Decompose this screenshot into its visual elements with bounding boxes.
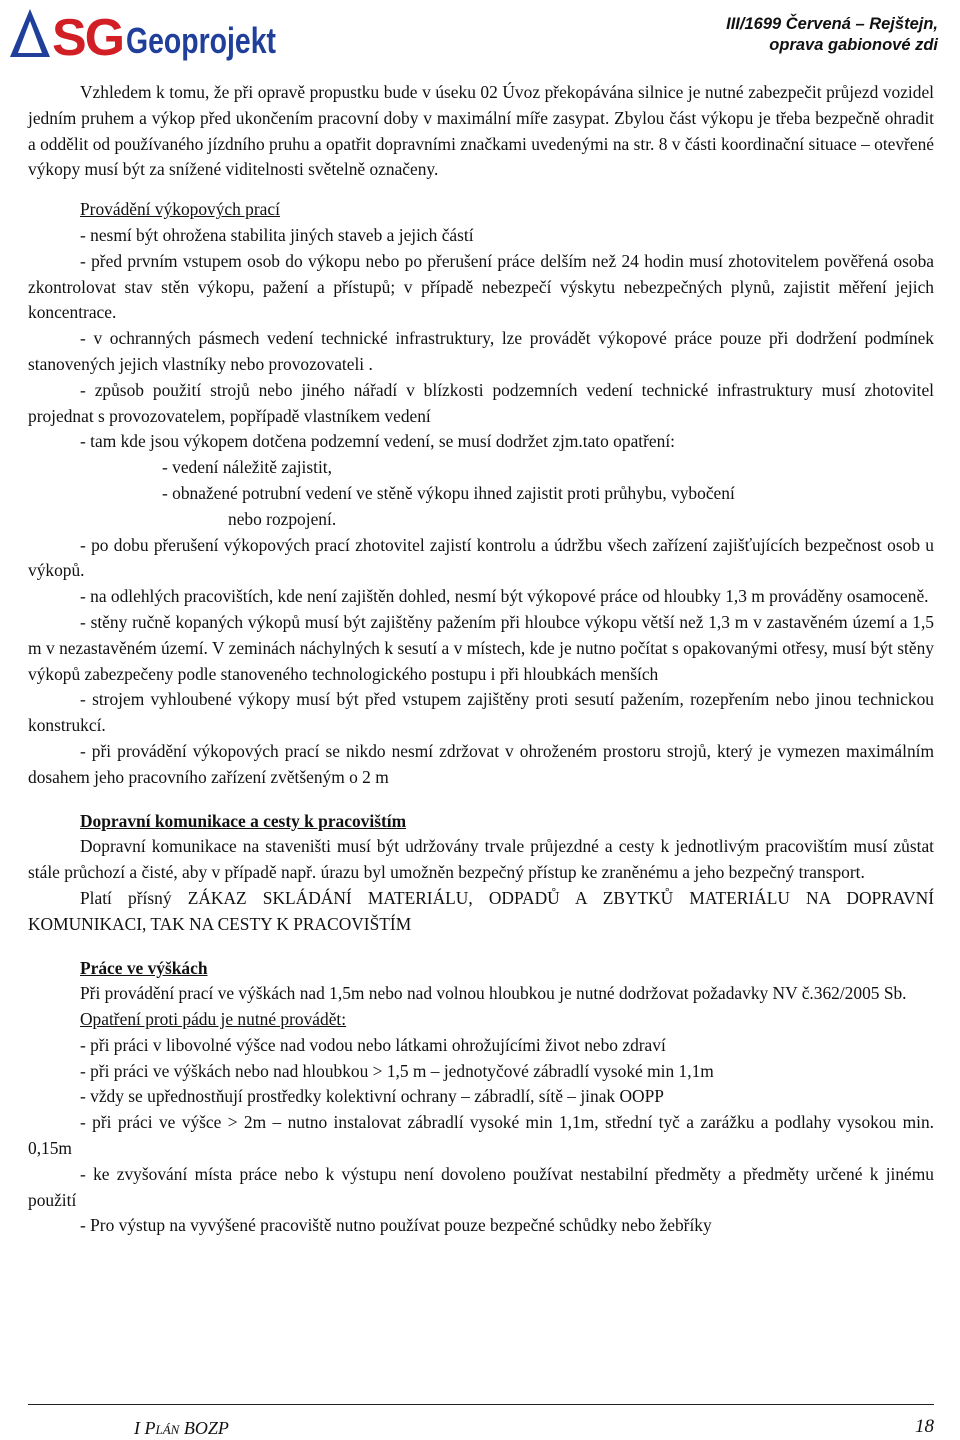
- page-footer: [28, 1404, 934, 1440]
- page-number: 18: [915, 1416, 934, 1437]
- list-item: - při provádění výkopových prací se nikdo nesmí zdržovat v ohroženém prostoru strojů, který je vymezen maximálním dosahem jeho pracovního zařízení zvětšeným o 2 m: [28, 740, 934, 787]
- list-item: - nesmí být ohrožena stabilita jiných staveb a jejich částí: [80, 224, 474, 245]
- logo-text-sg: SG: [52, 9, 124, 67]
- section-heading-roads: Dopravní komunikace a cesty k pracovištím: [80, 810, 407, 831]
- list-item: - stěny ručně kopaných výkopů musí být zajištěny pažením při hloubce výkopu větší než 1,3 m v zastavěném území a 1,5 m v nezastavěném území. V zeminách náchylných k sesutí a v místech, kde je nutno počítat s opakovanými otřesy, musí být stěny výkopů zabezpečeny podle stanoveného technologického postupu i při hloubkách menších: [28, 611, 934, 684]
- sub-list-item: - vedení náležitě zajistit,: [162, 457, 332, 478]
- list-item: - ke zvyšování místa práce nebo k výstupu není dovoleno používat nestabilní předměty a předměty určené k jinému použití: [28, 1163, 934, 1210]
- logo-text-geoprojekt: Geoprojekt: [126, 20, 277, 61]
- paragraph: Platí přísný ZÁKAZ SKLÁDÁNÍ MATERIÁLU, ODPADŮ A ZBYTKŮ MATERIÁLU NA DOPRAVNÍ KOMUNIKACI, TAK NA CESTY K PRACOVIŠTÍM: [28, 887, 934, 934]
- footer-divider: [28, 1404, 934, 1405]
- paragraph: Dopravní komunikace na staveništi musí být udržovány trvale průjezdné a cesty k jednotlivým pracovištím musí zůstat stále průchozí a čisté, aby v případě např. úrazu byl umožněn bezpečný přístup ke zraněnému a jeho bezpečný transport.: [28, 836, 934, 883]
- list-item: - při práci ve výšce > 2m – nutno instalovat zábradlí vysoké min 1,1m, střední tyč a zarážku a podlahy vysokou min. 0,15m: [28, 1112, 934, 1159]
- intro-paragraph: Vzhledem k tomu, že při opravě propustku bude v úseku 02 Úvoz překopávána silnice je nutné zabezpečit průjezd vozidel jedním pruhem a výkop před ukončením pracovní doby v maximální míře zasypat. Zbylou část výkopu je třeba bezpečně ohradit a oddělit od používaného jízdního pruhu a opatřit dopravními značkami uvedenými na str. 8 v části koordinační situace – otevřené výkopy musí být za snížené viditelnosti světelně označeny.: [28, 82, 934, 180]
- list-item: - tam kde jsou výkopem dotčena podzemní vedení, se musí dodržet zjm.tato opatření:: [80, 431, 675, 452]
- list-item: - strojem vyhloubené výkopy musí být před vstupem zajištěny proti sesutí pažením, rozepřením nebo jinou technickou konstrukcí.: [28, 689, 934, 736]
- project-title: [726, 14, 938, 56]
- section-heading-heights: Práce ve výškách: [80, 957, 208, 978]
- project-title-line-2: oprava gabionové zdi: [769, 36, 938, 54]
- subheading-fall-protection: Opatření proti pádu je nutné provádět:: [80, 1009, 347, 1030]
- list-item: - před prvním vstupem osob do výkopu nebo po přerušení práce delším než 24 hodin musí zhotovitelem pověřená osoba zkontrolovat stav stěn výkopu, pažení a přístupů; v případě nebezpečí výskytu nebezpečných plynů, zajistit měření jejich koncentrace.: [28, 250, 934, 323]
- sub-list-item: - obnažené potrubní vedení ve stěně výkopu ihned zajistit proti průhybu, vybočení: [162, 482, 735, 503]
- list-item: - při práci v libovolné výšce nad vodou nebo látkami ohrožujícími život nebo zdraví: [80, 1034, 666, 1055]
- list-item: - na odlehlých pracovištích, kde není zajištěn dohled, nesmí být výkopové práce od hloubky 1,3 m prováděny osamoceně.: [80, 586, 929, 607]
- list-item: - při práci ve výškách nebo nad hloubkou > 1,5 m – jednotyčové zábradlí vysoké min 1,1m: [80, 1060, 714, 1081]
- list-item: - Pro výstup na vyvýšené pracoviště nutno používat pouze bezpečné schůdky nebo žebříky: [80, 1215, 712, 1236]
- logo-graphic: [8, 5, 280, 67]
- document-body: [28, 80, 934, 1239]
- list-item: - v ochranných pásmech vedení technické infrastruktury, lze provádět výkopové práce pouze při dodržení podmínek stanovených jejich vlastníky nebo provozovateli .: [28, 328, 934, 374]
- section-heading-excavation: Provádění výkopových prací: [80, 199, 280, 220]
- project-title-line-1: III/1699 Červená – Rejštejn,: [726, 15, 938, 33]
- list-item: - vždy se upřednostňují prostředky kolektivní ochrany – zábradlí, sítě – jinak OOPP: [80, 1086, 664, 1107]
- footer-document-title: I Plán BOZP: [134, 1418, 229, 1438]
- list-item: - po dobu přerušení výkopových prací zhotovitel zajistí kontrolu a údržbu všech zařízení zajišťujících bezpečnost osob u výkopů.: [28, 534, 934, 581]
- page-header: [0, 0, 960, 67]
- paragraph: Při provádění prací ve výškách nad 1,5m nebo nad volnou hloubkou je nutné dodržovat požadavky NV č.362/2005 Sb.: [80, 983, 907, 1004]
- sg-geoprojekt-logo: [8, 4, 280, 67]
- sub-list-item-continuation: nebo rozpojení.: [228, 508, 337, 529]
- list-item: - způsob použití strojů nebo jiného nářadí v blízkosti podzemních vedení technické infrastruktury musí zhotovitel projednat s provozovatelem, popřípadě vlastníkem vedení: [28, 379, 934, 426]
